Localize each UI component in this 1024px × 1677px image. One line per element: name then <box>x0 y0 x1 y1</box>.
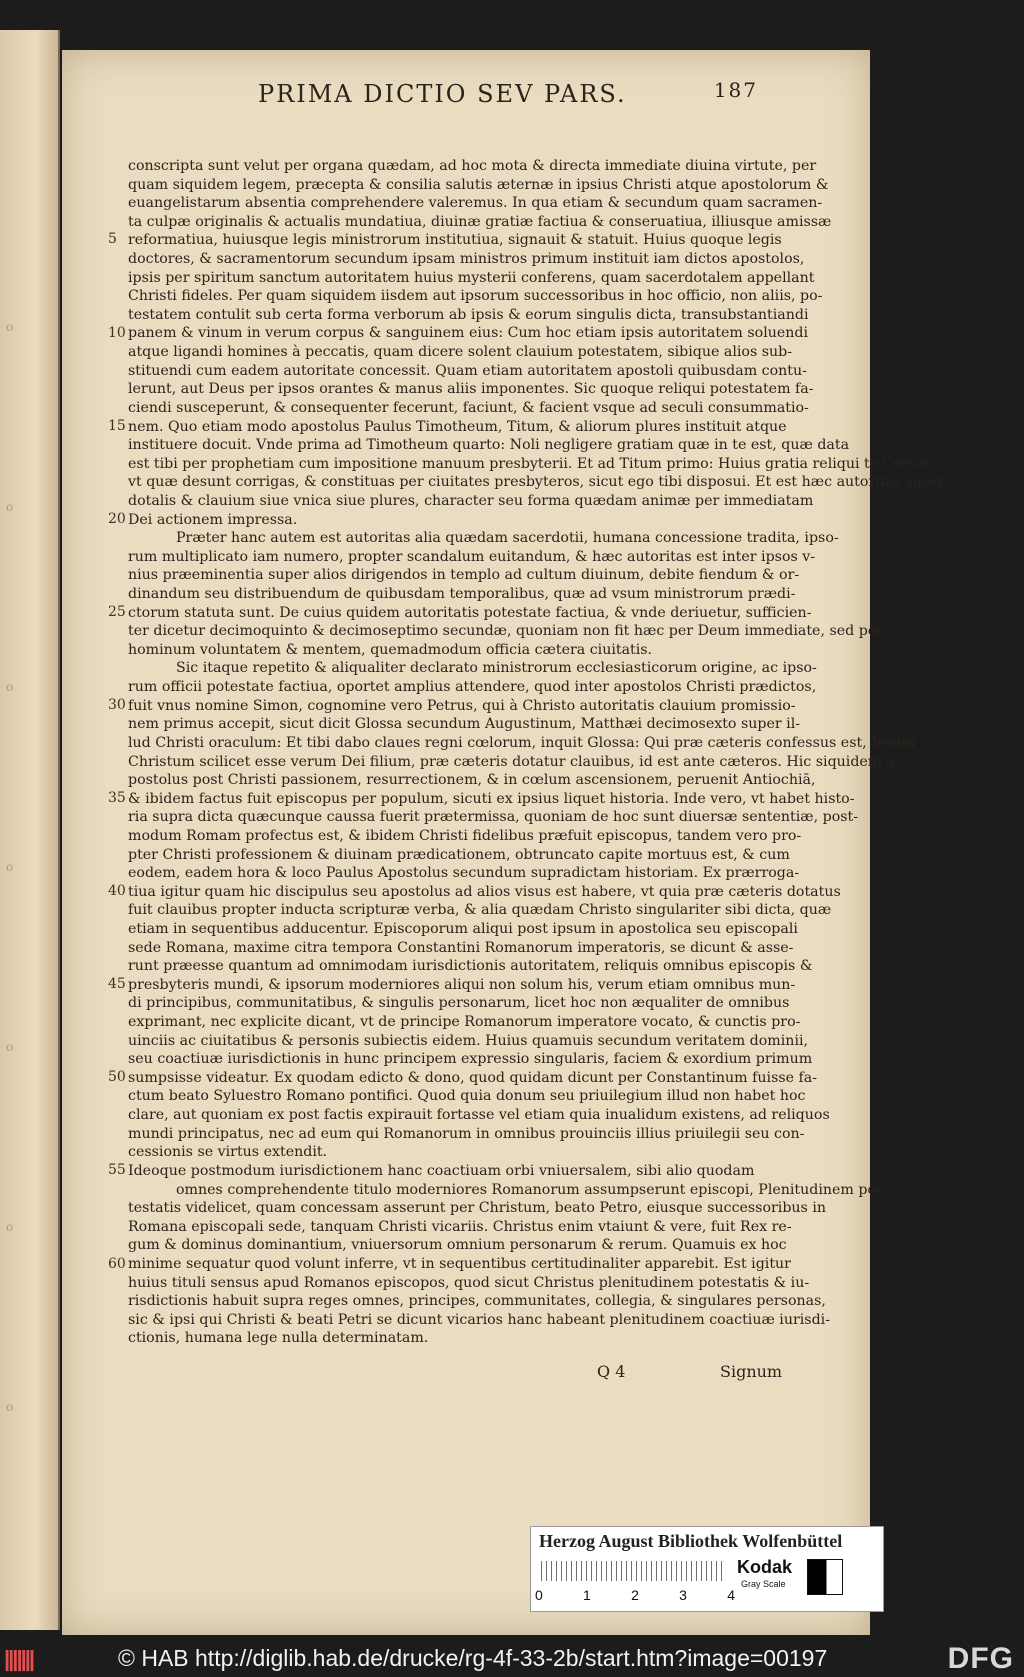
text-line: etiam in sequentibus adducentur. Episcoporum aliqui post ipsum in apostolica seu episcopali <box>128 920 798 937</box>
text-line: pter Christi professionem & diuinam prædicationem, obtruncato capite mortuus est, & cum <box>128 846 790 863</box>
facing-page-edge <box>0 30 60 1630</box>
text-line: testatis videlicet, quam concessam asserunt per Christum, beato Petro, eiusque successoribus in <box>128 1200 827 1217</box>
text-line: doctores, & sacramentorum secundum ipsam ministros primum instituit iam dictos apostolos, <box>128 251 805 268</box>
text-line: ta culpæ originalis & actualis mundatiua, diuinæ gratiæ factiua & conseruatiua, illiusque amissæ <box>128 213 832 230</box>
signature-mark: Q 4 <box>597 1362 626 1381</box>
text-line: Præter hanc autem est autoritas alia quædam sacerdotii, humana concessione tradita, ipso- <box>176 530 839 547</box>
text-line: panem & vinum in verum corpus & sanguinem eius: Cum hoc etiam ipsis autoritatem soluendi <box>128 325 809 342</box>
footer-bar <box>0 1640 1024 1677</box>
line-number: 50 <box>108 1069 126 1086</box>
text-line: & ibidem factus fuit episcopus per populum, sicuti ex ipsius liquet historia. Inde vero, vt habet histo- <box>128 790 855 807</box>
text-line: sic & ipsi qui Christi & beati Petri se dicunt vicarios hanc habeant plenitudinem coactiuæ iurisdi- <box>128 1311 830 1328</box>
line-number: 15 <box>108 417 126 434</box>
text-line: minime sequatur quod volunt inferre, vt in sequentibus certitudinaliter apparebit. Est igitur <box>128 1255 791 1272</box>
kodak-brand: Kodak <box>737 1557 793 1577</box>
line-number: 5 <box>108 231 117 248</box>
text-line: eodem, eadem hora & loco Paulus Apostolus secundum supradictam historiam. Ex prærroga- <box>128 865 800 882</box>
facing-page-mark: o <box>6 860 14 874</box>
text-line: gum & dominus dominantium, vniuersorum omnium personarum & rerum. Quamuis ex hoc <box>128 1237 787 1254</box>
text-line: ctionis, humana lege nulla determinatam. <box>128 1330 429 1347</box>
text-line: omnes comprehendente titulo moderniores Romanorum assumpserunt episcopi, Plenitudinem po- <box>176 1181 881 1198</box>
text-line: dinandum seu distribuendum de quibusdam temporalibus, quæ ad vsum ministrorum prædi- <box>128 586 796 603</box>
text-line: Ideoque postmodum iurisdictionem hanc coactiuam orbi vniuersalem, sibi alio quodam <box>128 1162 755 1179</box>
body-text <box>128 157 950 1348</box>
ruler-number: 1 <box>583 1587 591 1603</box>
credit-link[interactable]: © HAB http://diglib.hab.de/drucke/rg-4f-33-2b/start.htm?image=00197 <box>118 1645 828 1671</box>
text-line: sumpsisse videatur. Ex quodam edicto & dono, quod quidam dicunt per Constantinum fuisse fa- <box>128 1069 818 1086</box>
text-line: instituere docuit. Vnde prima ad Timotheum quarto: Noli negligere gratiam quæ in te est, quæ data <box>128 437 850 454</box>
line-number: 20 <box>108 510 126 527</box>
text-line: testatem contulit sub certa forma verborum ab ipsis & eorum singulis dicta, transubstantiandi <box>128 306 809 323</box>
hab-logo-icon: ||||||| <box>4 1646 34 1671</box>
text-line: fuit clauibus propter inducta scripturæ verba, & alia quædam Christo singulariter sibi dicta, quæ <box>128 902 832 919</box>
text-line: Sic itaque repetito & aliqualiter declarato ministrorum ecclesiasticorum origine, ac ipso- <box>176 660 817 677</box>
line-number: 25 <box>108 603 126 620</box>
folio-number: 187 <box>713 78 758 102</box>
text-line: nem primus accepit, sicut dicit Glossa secundum Augustinum, Matthæi decimosexto super il- <box>128 716 801 733</box>
text-line: rum multiplicato iam numero, propter scandalum euitandum, & hæc autoritas est inter ipsos v- <box>128 548 816 565</box>
text-line: di principibus, communitatibus, & singulis personarum, licet hoc non æqualiter de omnibus <box>128 995 790 1012</box>
text-line: ciendi susceperunt, & consequenter fecerunt, faciunt, & facient vsque ad seculi consummatio- <box>128 399 809 416</box>
facing-page-mark: o <box>6 680 14 694</box>
text-line: est tibi per prophetiam cum impositione manuum presbyterii. Et ad Titum primo: Huius gratia reliqui te Cretæ, <box>128 455 933 472</box>
text-line: postolus post Christi passionem, resurrectionem, & in cœlum ascensionem, peruenit Antiochiā, <box>128 772 816 789</box>
gray-swatch <box>807 1559 843 1595</box>
text-line: ctorum statuta sunt. De cuius quidem autoritatis potestate factiua, & vnde deriuetur, sufficien- <box>128 604 812 621</box>
text-line: ipsis per spiritum sanctum autoritatem huius mysterii conferens, quam sacerdotalem appellant <box>128 269 815 286</box>
line-number: 30 <box>108 696 126 713</box>
ruler-number: 2 <box>631 1587 639 1603</box>
facing-page-mark: o <box>6 1400 14 1414</box>
color-target-card <box>530 1526 884 1612</box>
text-line: modum Romam profectus est, & ibidem Christi fidelibus præfuit episcopus, tandem vero pro- <box>128 827 802 844</box>
text-line: ter dicetur decimoquinto & decimoseptimo secundæ, quoniam non fit hæc per Deum immediate, sed per <box>128 623 884 640</box>
line-number: 55 <box>108 1162 126 1179</box>
text-line: risdictionis habuit supra reges omnes, principes, communitates, collegia, & singulares personas, <box>128 1293 826 1310</box>
text-line: uinciis ac ciuitatibus & personis subiectis eidem. Huius quamuis secundum veritatem dominii, <box>128 1032 809 1049</box>
text-line: rum officii potestate factiua, oportet amplius attendere, quod inter apostolos Christi prædictos, <box>128 679 817 696</box>
text-line: Christum scilicet esse verum Dei filium, præ cæteris dotatur clauibus, id est ante cæteros. Hic siquidem a- <box>128 753 900 770</box>
text-line: tiua igitur quam hic discipulus seu apostolus ad alios visus est habere, vt quia præ cæteris dotatus <box>128 883 841 900</box>
catchword: Signum <box>720 1362 783 1381</box>
text-line: ctum beato Syluestro Romano pontifici. Quod quia donum seu priuilegium illud non habet hoc <box>128 1088 806 1105</box>
line-number: 60 <box>108 1255 126 1272</box>
text-line: stituendi cum eadem autoritate concessit. Quam etiam autoritatem apostoli quibusdam contu- <box>128 362 807 379</box>
facing-page-mark: o <box>6 1220 14 1234</box>
text-line: sede Romana, maxime citra tempora Constantini Romanorum imperatoris, se dicunt & asse- <box>128 939 794 956</box>
text-line: lerunt, aut Deus per ipsos orantes & manus aliis imponentes. Sic quoque reliqui potestatem fa- <box>128 381 814 398</box>
text-line: presbyteris mundi, & ipsorum moderniores aliqui non solum his, verum etiam omnibus mun- <box>128 976 796 993</box>
text-line: Christi fideles. Per quam siquidem iisdem aut ipsorum successoribus in hoc officio, non aliis, po- <box>128 288 823 305</box>
text-line: vt quæ desunt corrigas, & constituas per ciuitates presbyteros, sicut ego tibi disposui. Et est hæc autoritas sacer- <box>128 474 950 491</box>
dfg-logo: DFG <box>947 1642 1014 1675</box>
text-line: cessionis se virtus extendit. <box>128 1144 328 1161</box>
text-line: exprimant, nec explicite dicant, vt de principe Romanorum imperatore vocato, & cunctis pro- <box>128 1014 801 1031</box>
text-line: mundi principatus, nec ad eum qui Romanorum in omnibus prouinciis illius priuilegii seu con- <box>128 1125 805 1142</box>
gray-scale-label: Gray Scale <box>741 1579 786 1589</box>
facing-page-mark: o <box>6 320 14 334</box>
text-line: dotalis & clauium siue vnica siue plures, character seu forma quædam animæ per immediatam <box>128 492 814 509</box>
line-number: 45 <box>108 976 126 993</box>
text-line: fuit vnus nomine Simon, cognomine vero Petrus, qui à Christo autoritatis clauium promissio- <box>128 697 796 714</box>
text-line: Romana episcopali sede, tanquam Christi vicariis. Christus enim vtaiunt & vere, fuit Rex re- <box>128 1218 792 1235</box>
text-line: conscripta sunt velut per organa quædam, ad hoc mota & directa immediate diuina virtute, per <box>128 158 817 174</box>
text-line: Dei actionem impressa. <box>128 511 298 528</box>
ruler-scale <box>541 1561 726 1581</box>
text-line: nius præeminentia super alios dirigendos in templo ad cultum diuinum, debite fiendum & or- <box>128 567 800 584</box>
ruler-number: 4 <box>727 1587 735 1603</box>
text-line: quam siquidem legem, præcepta & consilia salutis æternæ in ipsius Christi atque apostolorum & <box>128 176 829 193</box>
text-line: reformatiua, huiusque legis ministrorum institutiua, signauit & statuit. Huius quoque legis <box>128 232 782 249</box>
line-number: 10 <box>108 324 126 341</box>
text-line: huius tituli sensus apud Romanos episcopos, quod sicut Christus plenitudinem potestatis & iu- <box>128 1274 810 1291</box>
text-line: seu coactiuæ iurisdictionis in hunc principem expressio singularis, faciem & exordium primum <box>128 1051 813 1068</box>
text-line: ria supra dicta quæcunque caussa fuerit prætermissa, quoniam de hoc sunt diuersæ sententiæ, post- <box>128 809 859 826</box>
line-number: 35 <box>108 790 126 807</box>
text-line: hominum voluntatem & mentem, quemadmodum officia cætera ciuitatis. <box>128 641 653 658</box>
ruler-number: 3 <box>679 1587 687 1603</box>
text-line: nem. Quo etiam modo apostolus Paulus Timotheum, Titum, & aliorum plures instituit atque <box>128 418 787 435</box>
facing-page-mark: o <box>6 500 14 514</box>
facing-page-mark: o <box>6 1040 14 1054</box>
text-line: runt præesse quantum ad omnimodam iurisdictionis autoritatem, reliquis omnibus episcopis & <box>128 958 813 975</box>
ruler-numbers <box>535 1587 735 1603</box>
text-line: euangelistarum absentia comprehendere valeremus. In qua etiam & secundum quam sacramen- <box>128 195 823 212</box>
text-line: clare, aut quoniam ex post factis expirauit fortasse vel etiam quia inualidum existens, ad reliquos <box>128 1107 830 1124</box>
ruler-number: 0 <box>535 1587 543 1603</box>
text-line: atque ligandi homines à peccatis, quam dicere solent clauium potestatem, sibique alios sub- <box>128 344 793 361</box>
line-number: 40 <box>108 883 126 900</box>
running-title: PRIMA DICTIO SEV PARS. <box>258 80 627 108</box>
library-name: Herzog August Bibliothek Wolfenbüttel <box>539 1531 843 1551</box>
text-line: lud Christi oraculum: Et tibi dabo claues regni cœlorum, inquit Glossa: Qui præ cæteris confessus est, Iesum <box>128 734 916 751</box>
